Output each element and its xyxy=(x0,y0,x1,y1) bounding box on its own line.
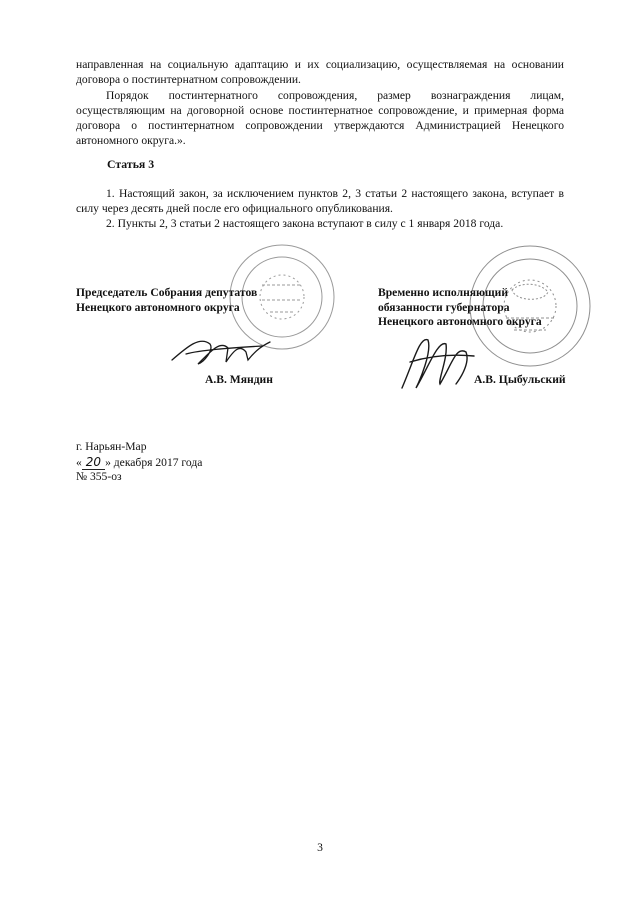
left-signature-icon xyxy=(172,341,270,364)
article-heading: Статья 3 xyxy=(107,157,155,171)
signatory-title: Временно исполняющий xyxy=(378,286,509,299)
paragraph-continuation xyxy=(76,57,564,87)
paragraph-text: Порядок постинтернатного сопровождения, размер вознаграждения лицам, осуществляющим на договорной основе постинтернатное сопровождение, и примерная форма договора о постинтернатном сопровождении утверждаются Администрацией Ненецкого автономного округа.». xyxy=(76,89,564,147)
date-rest: » декабря 2017 года xyxy=(105,455,203,469)
date-day: 20 xyxy=(82,455,105,470)
signing-date xyxy=(76,455,202,471)
date-quote-open: « xyxy=(76,455,82,469)
paragraph-text: направленная на социальную адаптацию и их социализацию, осуществляемая на основании договора о постинтернатном сопровождении. xyxy=(76,58,564,86)
signatory-title: Председатель Собрания депутатов xyxy=(76,286,258,299)
signatory-title: Ненецкого автономного округа xyxy=(76,300,240,314)
paragraph-text: 1. Настоящий закон, за исключением пунктов 2, 3 статьи 2 настоящего закона, вступает в силу через десять дней после его официального опубликования. xyxy=(76,187,564,215)
paragraph-article-3-point-2 xyxy=(76,216,564,231)
page-number: 3 xyxy=(317,841,323,854)
right-signature-icon xyxy=(402,340,474,388)
paragraph-procedure xyxy=(76,88,564,148)
signature-block-right xyxy=(378,286,542,330)
signature-block-left xyxy=(76,286,257,315)
city: г. Нарьян-Мар xyxy=(76,440,147,453)
signatory-title: Ненецкого автономного округа xyxy=(378,315,542,328)
signatory-title: обязанности губернатора xyxy=(378,300,510,314)
signatory-name-right: А.В. Цыбульский xyxy=(474,373,566,386)
document-footer xyxy=(76,440,202,485)
law-number: № 355-оз xyxy=(76,470,122,483)
paragraph-text: 2. Пункты 2, 3 статьи 2 настоящего закона вступают в силу с 1 января 2018 года. xyxy=(106,217,504,230)
signatory-name-left: А.В. Мяндин xyxy=(205,373,273,386)
paragraph-article-3-point-1 xyxy=(76,186,564,216)
